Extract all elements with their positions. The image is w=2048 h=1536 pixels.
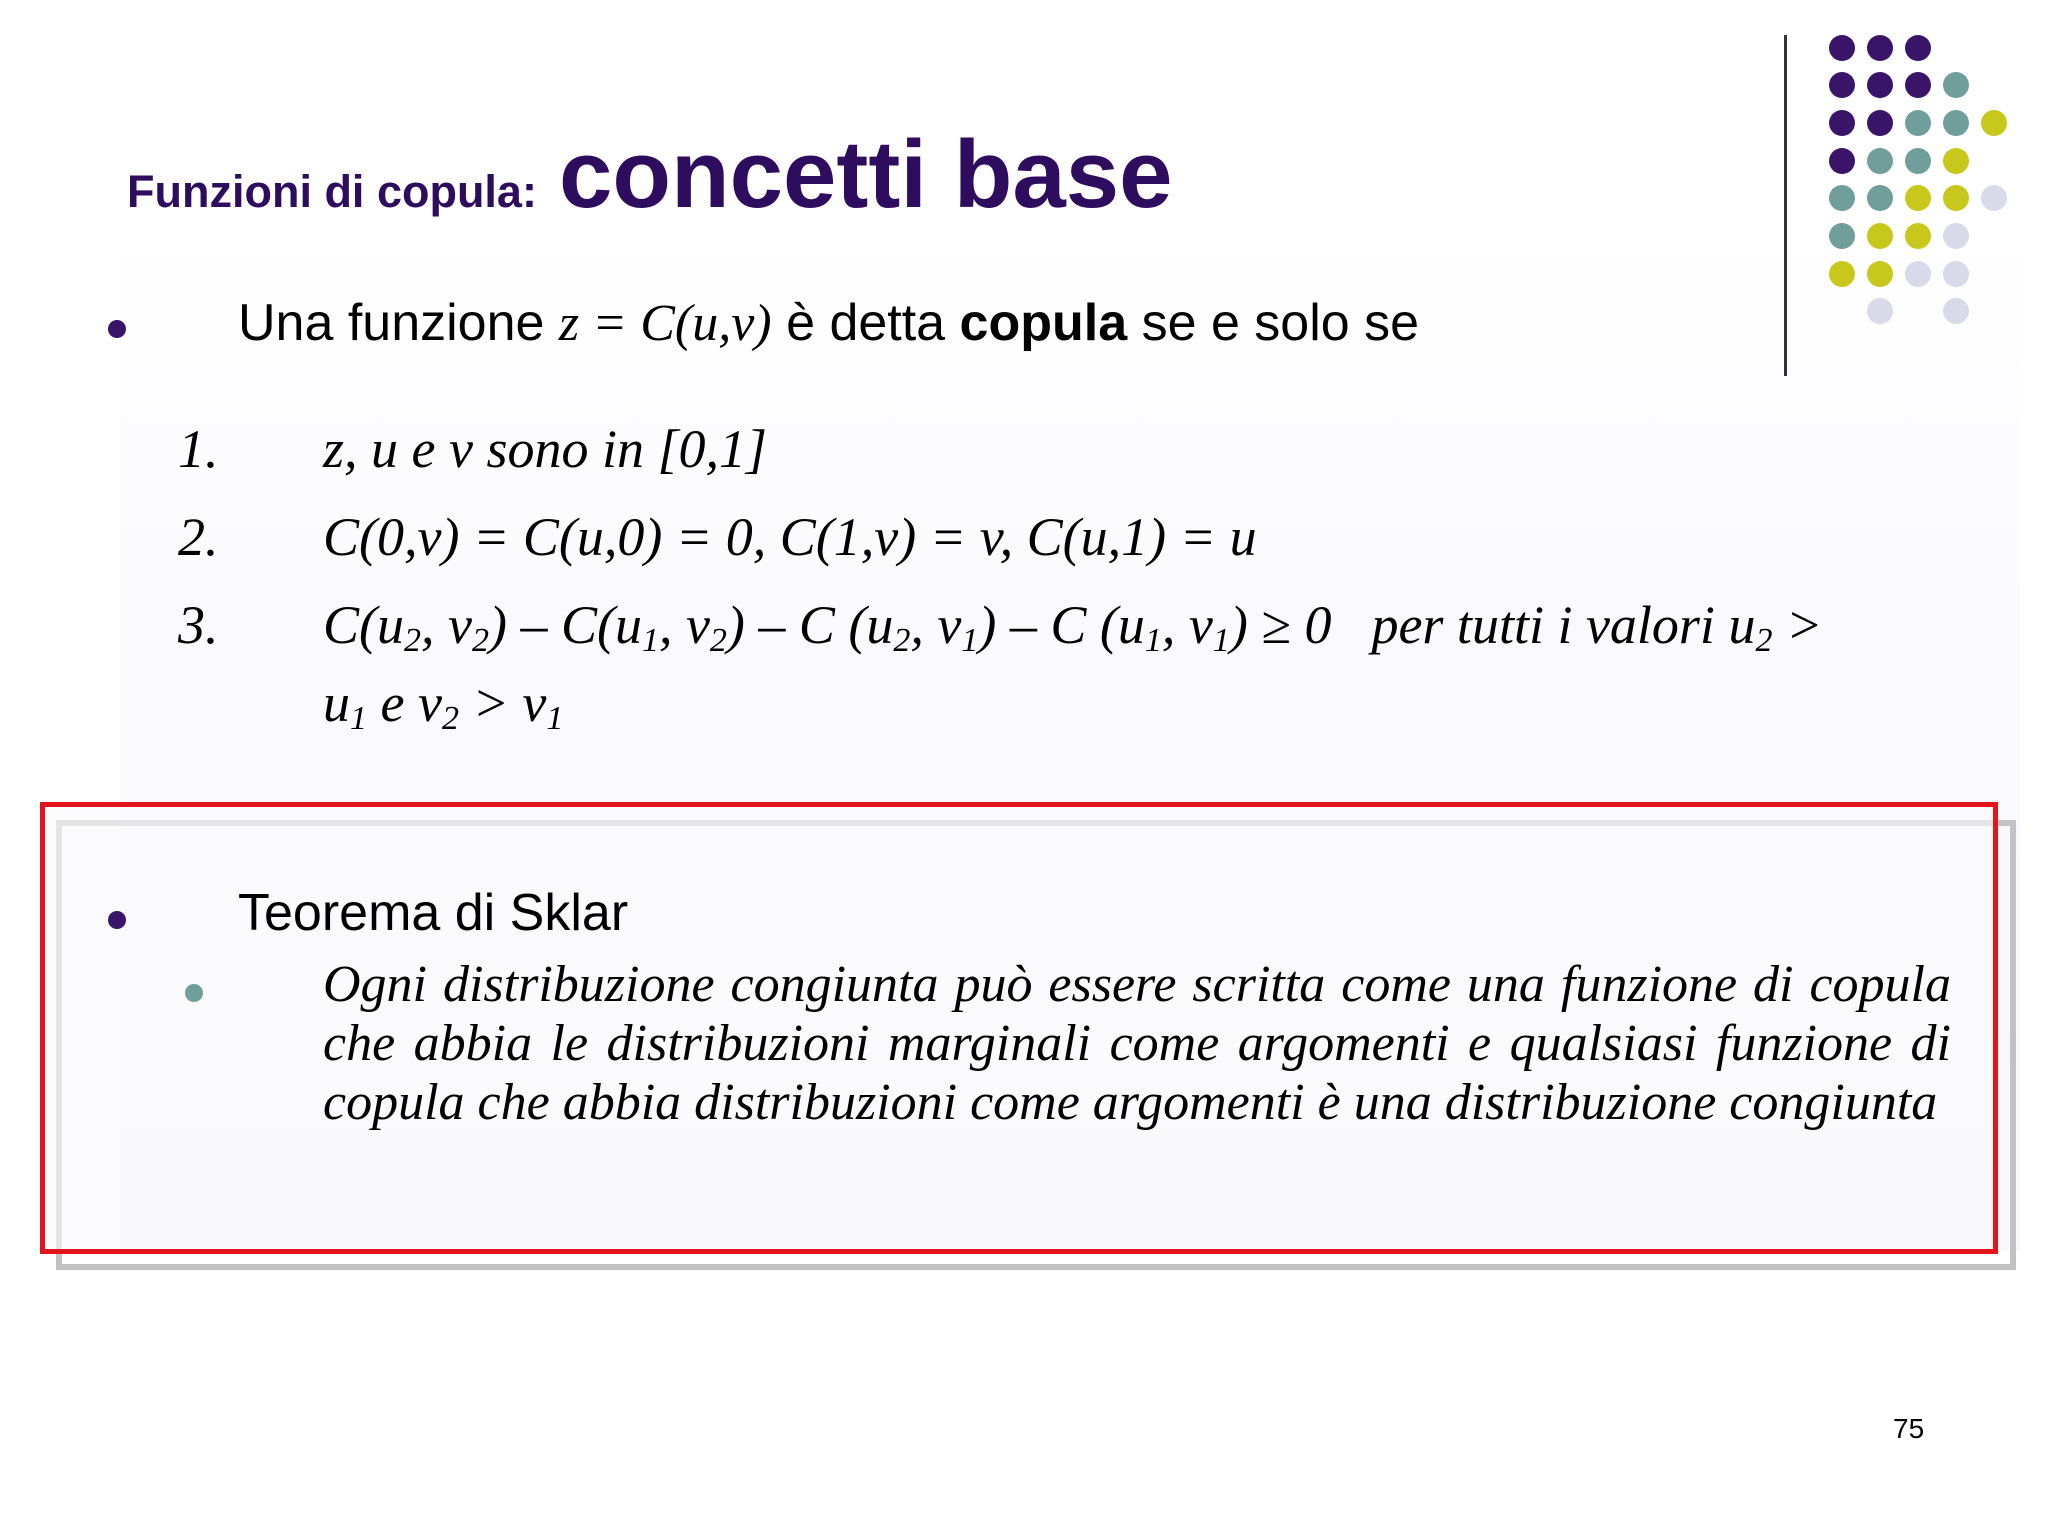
dot [1943, 185, 1969, 211]
dot [1829, 72, 1855, 98]
title-main: concetti base [558, 121, 1173, 228]
intro-mid: è detta [771, 294, 960, 352]
vertical-divider [1784, 35, 1787, 376]
formula-part: per tutti i valori u [1371, 595, 1756, 655]
dot [1981, 185, 2007, 211]
formula-part: ) ≥ 0 [1229, 595, 1332, 655]
bullet-icon [108, 911, 126, 929]
condition-number: 1. [178, 419, 219, 479]
dot [1943, 148, 1969, 174]
formula-part: , v [658, 595, 710, 655]
subscript: 1 [350, 700, 367, 737]
condition-text: C(0,v) = C(u,0) = 0, C(1,v) = v, C(u,1) = u [323, 507, 1257, 567]
subscript: 2 [709, 622, 727, 659]
subscript: 2 [441, 700, 459, 737]
dot [1905, 261, 1931, 287]
formula-part: > v [458, 673, 547, 733]
dot [1867, 35, 1893, 61]
condition-text-line1 [323, 594, 1823, 659]
subscript: 1 [961, 622, 979, 659]
sklar-theorem-text: Ogni distribuzione congiunta può essere scritta come una funzione di copula che abbia le distribuzioni marginali come argomenti e qualsiasi funzione di copula che abbia distribuzioni come argomenti è una distribuzione congiunta [323, 956, 1951, 1131]
subscript: 2 [471, 622, 489, 659]
dot [1905, 148, 1931, 174]
subscript: 2 [1755, 622, 1773, 659]
dot [1943, 261, 1969, 287]
condition-text-line2 [323, 672, 564, 737]
title-prefix: Funzioni di copula: [127, 166, 537, 217]
formula-part: ) – C(u [488, 595, 642, 655]
sklar-heading: Teorema di Sklar [238, 884, 629, 942]
dot [1905, 223, 1931, 249]
condition-text: z, u e v sono in [0,1] [323, 419, 767, 479]
dot [1867, 298, 1893, 324]
formula-part: , v [421, 595, 472, 655]
formula-part: C(u [323, 595, 404, 655]
bullet-icon [108, 320, 126, 338]
intro-formula: z = C(u,v) [558, 295, 772, 352]
formula-part: u [323, 673, 350, 733]
intro-prefix: Una funzione [238, 294, 559, 352]
dot [1943, 72, 1969, 98]
dot [1829, 35, 1855, 61]
formula-part: > [1772, 595, 1823, 655]
formula-part: e v [367, 673, 442, 733]
sub-bullet-icon [185, 984, 203, 1002]
dot [1829, 110, 1855, 136]
copula-definition [238, 293, 1419, 353]
subscript: 2 [893, 622, 911, 659]
formula-part: , v [1161, 595, 1213, 655]
dot [1829, 148, 1855, 174]
dot [1943, 110, 1969, 136]
dot [1829, 261, 1855, 287]
dot [1867, 72, 1893, 98]
intro-bold: copula [959, 294, 1128, 352]
subscript: 1 [1144, 622, 1162, 659]
subscript: 1 [546, 700, 564, 737]
condition-number: 2. [178, 507, 219, 567]
dot [1905, 72, 1931, 98]
formula-part: , v [910, 595, 962, 655]
dot [1867, 261, 1893, 287]
dot [1867, 148, 1893, 174]
subscript: 1 [1212, 622, 1230, 659]
dot [1829, 185, 1855, 211]
dot [1867, 110, 1893, 136]
dot [1905, 110, 1931, 136]
page-number: 75 [1893, 1413, 1925, 1444]
dot [1981, 110, 2007, 136]
subscript: 2 [404, 622, 421, 659]
dot [1867, 223, 1893, 249]
condition-number: 3. [178, 595, 219, 655]
dot [1905, 185, 1931, 211]
subscript: 1 [641, 622, 659, 659]
dot [1943, 298, 1969, 324]
dot [1829, 223, 1855, 249]
dot [1943, 223, 1969, 249]
dot [1905, 35, 1931, 61]
formula-part: ) – C (u [726, 595, 894, 655]
dot [1867, 185, 1893, 211]
formula-part: ) – C (u [978, 595, 1145, 655]
intro-suffix: se e solo se [1127, 294, 1420, 352]
slide-title [127, 120, 1173, 230]
